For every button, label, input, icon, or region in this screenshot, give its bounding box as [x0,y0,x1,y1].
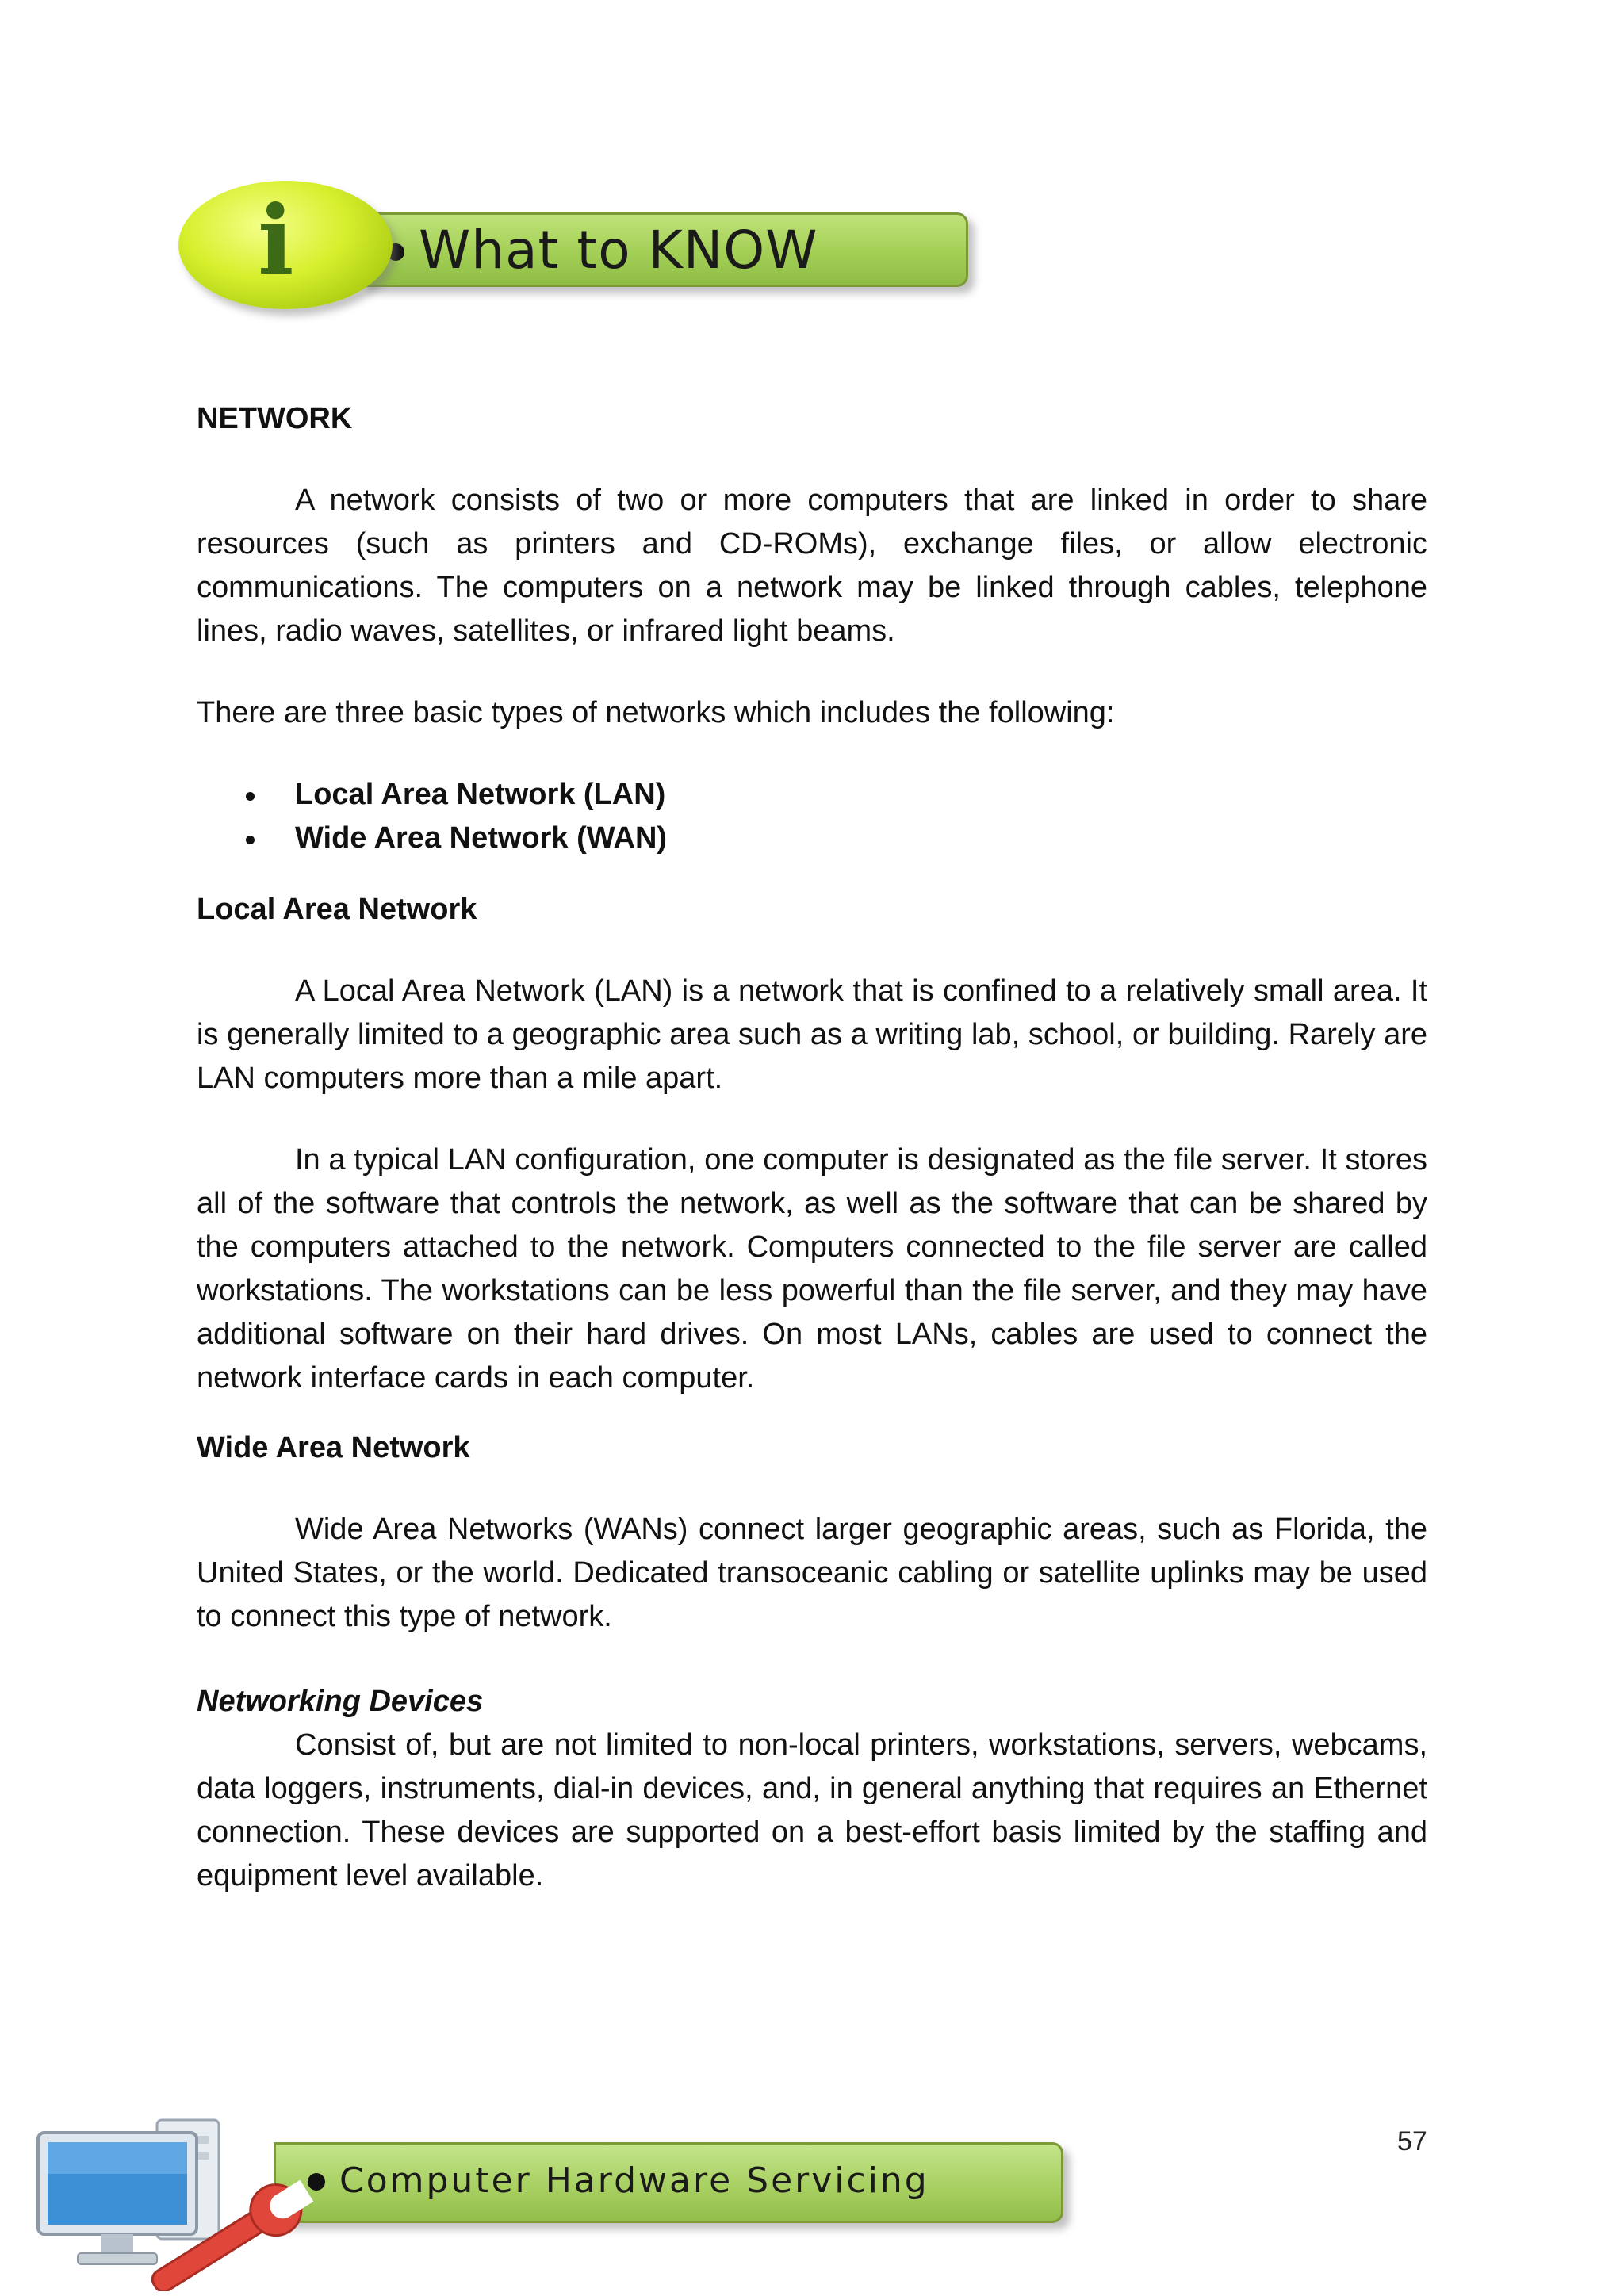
info-icon-letter: i [258,185,294,297]
bullet-icon [246,792,255,801]
body-content [197,396,1427,1898]
banner-title: What to KNOW [419,220,818,281]
list-item-text: Wide Area Network (WAN) [295,821,668,855]
list-item [197,773,1427,817]
info-icon [178,181,393,309]
lan-heading: Local Area Network [197,893,477,926]
network-paragraph-2: There are three basic types of networks which includes the following: [197,696,1115,729]
bullet-icon [246,836,255,844]
list-item [197,817,1427,860]
page-number: 57 [1397,2126,1427,2156]
network-types-list [197,773,1427,860]
banner-bar [361,212,968,287]
networking-devices-paragraph: Consist of, but are not limited to non-local printers, workstations, servers, webcams, data loggers, instruments, dial-in devices, and, in general anything that requires an Ethernet connection. These devices are supported on a best-effort basis limited by the staffing and equipment level available. [197,1728,1427,1892]
list-item-text: Local Area Network (LAN) [295,778,666,811]
network-heading: NETWORK [197,402,353,435]
footer-title: Computer Hardware Servicing [339,2160,929,2201]
lan-paragraph-2: In a typical LAN configuration, one computer is designated as the file server. It stores all of the software that controls the network, as well as the software that can be shared by the computers attached to the network. Computers connected to the file server are called workstations. The workstations can be less powerful than the file server, and they may have additional software on their hard drives. On most LANs, cables are used to connect the network interface cards in each computer. [197,1143,1427,1395]
what-to-know-banner [178,181,987,316]
lan-paragraph-1: A Local Area Network (LAN) is a network that is confined to a relatively small area. It is generally limited to a geographic area such as a writing lab, school, or building. Rarely are LAN computers more than a mile apart. [197,974,1427,1095]
wan-heading: Wide Area Network [197,1431,470,1464]
footer-banner [274,2142,1063,2223]
network-paragraph-1: A network consists of two or more computers that are linked in order to share resources (such as printers and CD-ROMs), exchange files, or allow electronic communications. The computers on a network may be linked through cables, telephone lines, radio waves, satellites, or infrared light beams. [197,484,1427,648]
networking-devices-heading: Networking Devices [197,1685,484,1718]
computer-wrench-icon [24,2109,317,2291]
wan-paragraph-1: Wide Area Networks (WANs) connect larger geographic areas, such as Florida, the United States, or the world. Dedicated transoceanic cabling or satellite uplinks may be used to connect this type of network. [197,1513,1427,1633]
